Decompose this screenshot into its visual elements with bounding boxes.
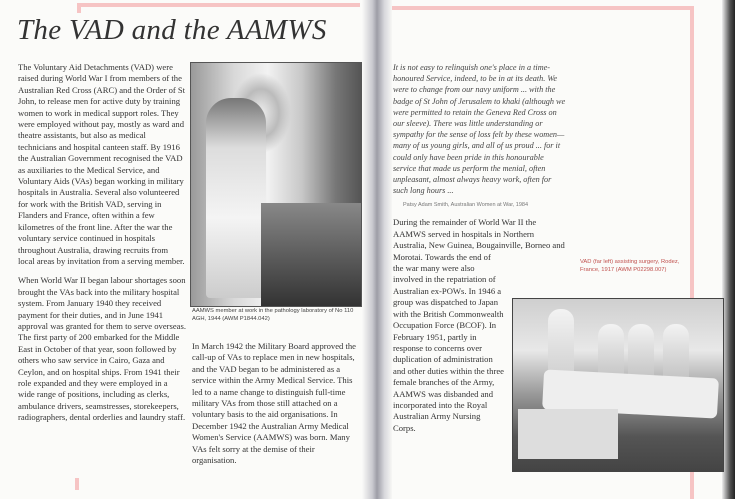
page-frame-mark-bottom bbox=[75, 478, 79, 490]
photo-surgery bbox=[512, 298, 724, 472]
paragraph-vad-origins: The Voluntary Aid Detachments (VAD) were raised during World War I from members of the Australian Red Cross (ARC) and the Order of St John, to release men for active duty by training women to work in medical support roles. They were employed without pay, mostly as ward and theatre assistants, but also as medical technicians and hospital canteen staff. By 1916 the Australian Government recognised the VAD as auxiliaries to the Medical Service, and Voluntary Aids (VAs) began working in military hospitals in Australia. Several also volunteered for work with the British VAD, serving in Flanders and France, often within a few kilometres of the front line. After the war the voluntary service continued in hospitals throughout Australia, drawing recruits from local areas by invitation from a serving member. bbox=[18, 62, 186, 266]
photo-caption-surgery: VAD (far left) assisting surgery, Rodez, France, 1917 (AWM P02298.007) bbox=[580, 259, 680, 273]
left-column bbox=[18, 62, 186, 432]
page-frame-top-right bbox=[380, 6, 694, 10]
middle-paragraph: In March 1942 the Military Board approved the call-up of VAs to replace men in new hospitals, and the VAD began to be administered as a service within the Army Medical Service. This led to a name change to distinguish full-time military VAs from those still attached on a voluntary basis to the aid organisations. In December 1942 the Australian Army Medical Women's Service (AAMWS) was born. Many VAs felt sorry at the demise of their organisation. bbox=[192, 341, 356, 466]
page-title: The VAD and the AAMWS bbox=[17, 14, 327, 46]
photo-instrument-table bbox=[518, 409, 618, 459]
paragraph-ww2: When World War II began labour shortages soon brought the VAs back into the military hospital system. From January 1940 they received payment for their duties, and in June 1941 approval was granted for them to serve overseas. The first party of 200 embarked for the Middle East in October of that year, soon followed by others who saw service in Cairo, Gaza and Ceylon, and on hospital ships. From 1941 their role expanded and they were employed in a wide range of positions, including as clerks, ambulance drivers, seamstresses, storekeepers, radiographers, dental orderlies and laundry staff. bbox=[18, 275, 186, 423]
right-paragraph-rest: the war many were also involved in the repatriation of Australian ex-POWs. In 1946 a group was dispatched to Japan with the British Commonwealth Occupation Force (BCOF). In February 1951, partly in response to concerns over duplication of administration and other duties within the three female branches of the Army, AAMWS was disbanded and incorporated into the Royal Australian Army Nursing Corps. bbox=[393, 263, 504, 433]
photo-figure bbox=[206, 98, 266, 298]
page-frame-side-left bbox=[77, 3, 81, 13]
right-paragraph-top: During the remainder of World War II the AAMWS served in hospitals in Northern Australia, New Guinea, Bougainville, Borneo and Morotai. Towards the end of bbox=[393, 217, 565, 262]
photo-pathology-laboratory bbox=[190, 62, 362, 307]
photo-bench bbox=[261, 203, 361, 306]
page-frame-top-left bbox=[78, 3, 360, 7]
book-gutter bbox=[362, 0, 392, 499]
quote-attribution: Patsy Adam Smith, Australian Women at War, 1984 bbox=[403, 202, 529, 209]
photo-caption-laboratory: AAMWS member at work in the pathology laboratory of No 110 AGH, 1944 (AWM P1844.042) bbox=[192, 308, 354, 322]
quote-text: It is not easy to relinquish one's place in a time-honoured Service, indeed, to be in at its death. We were to change from our navy uniform ... with the badge of St John of Jerusalem to khaki (although we were permitted to retain the Geneva Red Cross on our sleeve). There was little understanding or sympathy for the sense of loss felt by these women—many of us young girls, and all of us proud ... for it could only have been pride in this honourable service that made us perform the menial, often unpleasant, almost always heavy work, often for such long hours ... bbox=[393, 63, 566, 196]
